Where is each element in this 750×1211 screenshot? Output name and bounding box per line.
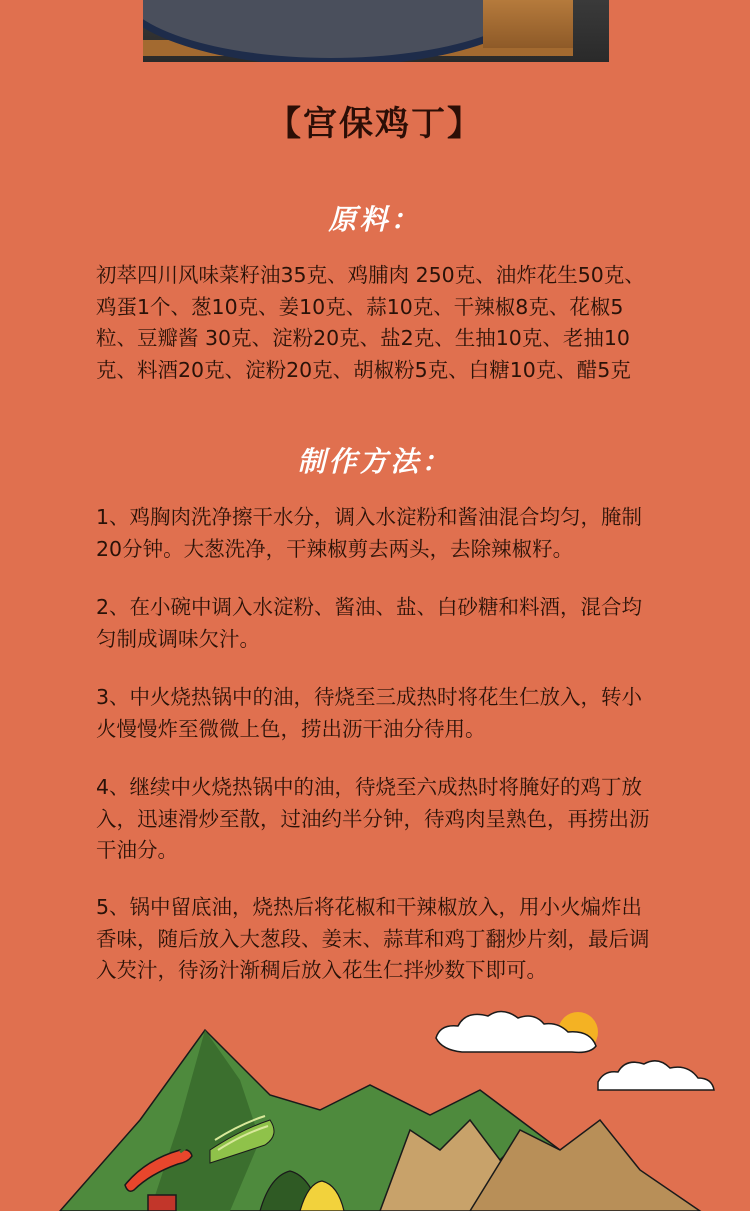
step-4: 4、继续中火烧热锅中的油，待烧至六成热时将腌好的鸡丁放入，迅速滑炒至散，过油约半分钟，待鸡肉呈熟色，再捞出沥干油分。 [96,775,650,862]
method-heading: 制作方法： [297,445,453,478]
step-1: 1、鸡胸肉洗净擦干水分，调入水淀粉和酱油混合均匀，腌制20分钟。大葱洗净，干辣椒剪去两头，去除辣椒籽。 [96,505,643,561]
ingredients-text: 初萃四川风味菜籽油35克、鸡脯肉 250克、油炸花生50克、鸡蛋1个、葱10克、姜10克、蒜10克、干辣椒8克、花椒5粒、豆瓣酱 30克、淀粉20克、盐2克、生抽10克、老抽10克、料酒20克、淀粉20克、胡椒粉5克、白糖10克、醋5克 [96,263,645,382]
dish-photo [143,0,609,62]
step-5: 5、锅中留底油，烧热后将花椒和干辣椒放入，用小火煸炸出香味，随后放入大葱段、姜末、蒜茸和鸡丁翻炒片刻，最后调入芡汁，待汤汁渐稠后放入花生仁拌炒数下即可。 [96,895,650,982]
cloud-small-icon [598,1061,714,1090]
wooden-board [483,0,573,48]
recipe-title: 【宫保鸡丁】 [267,104,483,144]
step-2: 2、在小碗中调入水淀粉、酱油、盐、白砂糖和料酒，混合均匀制成调味欠汁。 [96,595,643,651]
ingredients-heading: 原料： [328,203,422,236]
mountain-landscape-illustration [0,1000,750,1211]
step-3: 3、中火烧热锅中的油，待烧至三成热时将花生仁放入，转小火慢慢炸至微微上色，捞出沥干油分待用。 [96,685,643,741]
